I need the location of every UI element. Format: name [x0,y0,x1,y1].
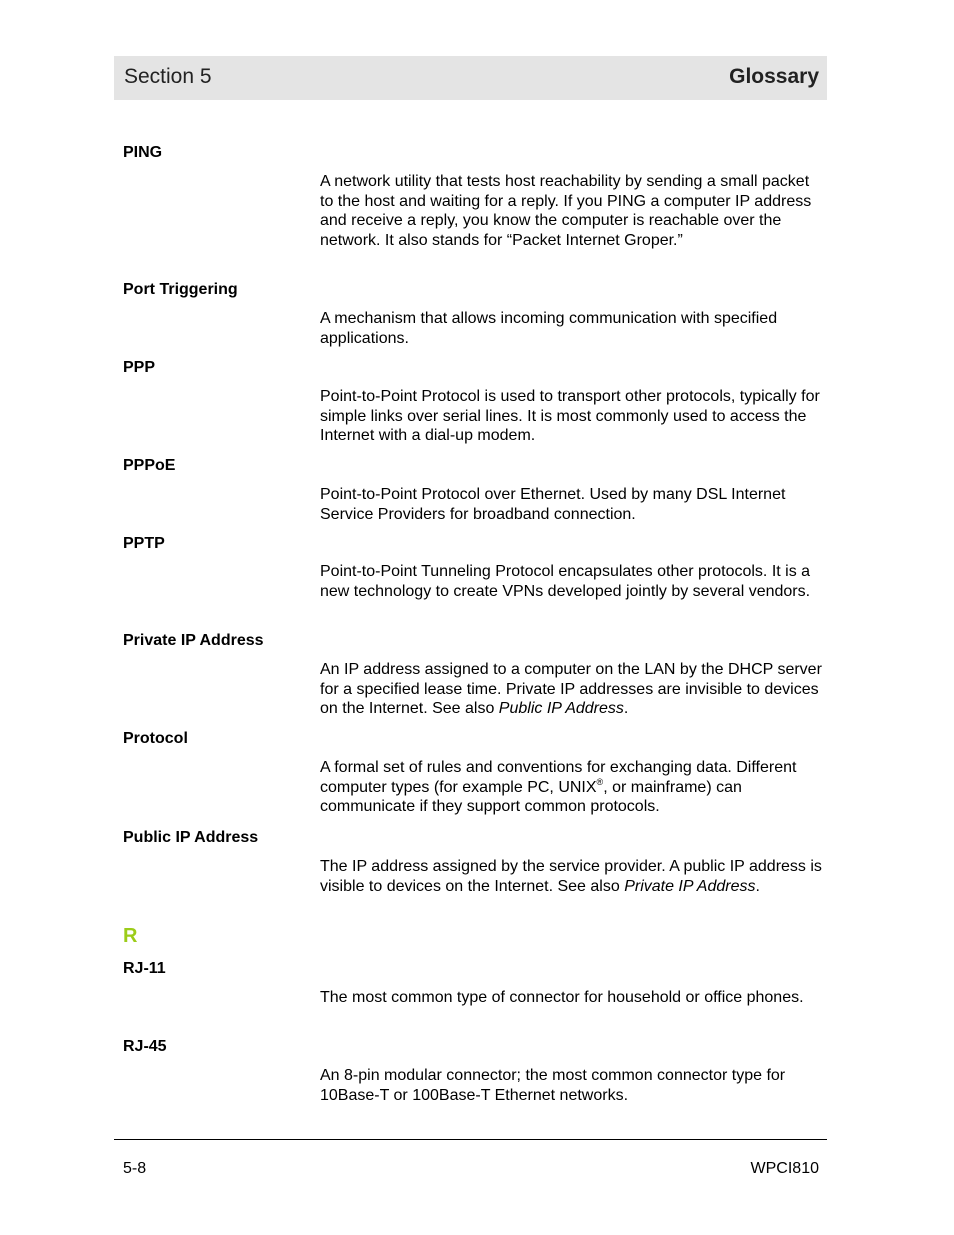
glossary-definition: An IP address assigned to a computer on the LAN by the DHCP server for a specified lease time. Private IP addresses are invisible to devices on the Internet. See also Public IP Address. [320,661,822,718]
product-model: WPCI810 [750,1160,819,1177]
registered-mark: ® [596,776,604,787]
glossary-definition: The most common type of connector for household or office phones. [320,989,804,1006]
glossary-term: RJ-45 [123,1038,167,1055]
glossary-definition: An 8-pin modular connector; the most common connector type for 10Base-T or 100Base-T Ethernet networks. [320,1067,786,1104]
chapter-title: Glossary [729,65,819,88]
page-number: 5-8 [123,1160,147,1177]
section-label: Section 5 [124,65,212,88]
section-letter: R [123,925,138,947]
glossary-term: PING [123,144,163,161]
glossary-definition: A mechanism that allows incoming communication with specified applications. [320,310,778,347]
glossary-term: PPPoE [123,457,176,474]
cross-reference: Public IP Address [498,700,624,718]
glossary-term: RJ-11 [123,960,166,977]
page-header [114,56,827,100]
glossary-term: Port Triggering [123,281,238,298]
glossary-definition: A formal set of rules and conventions for exchanging data. Different computer types (for example PC, UNIX®, or mainframe) can communicate if they support common protocols. [320,759,797,816]
cross-reference: Private IP Address [624,877,756,895]
glossary-definition: Point-to-Point Protocol over Ethernet. Used by many DSL Internet Service Providers for broadband connection. [320,486,786,523]
glossary-definition: Point-to-Point Tunneling Protocol encapsulates other protocols. It is a new technology to create VPNs developed jointly by several vendors. [320,563,811,600]
footer-divider [114,1139,827,1140]
glossary-term: Public IP Address [123,829,259,846]
glossary-definition: The IP address assigned by the service provider. A public IP address is visible to devices on the Internet. See also Private IP Address. [320,858,822,895]
glossary-term: PPTP [123,535,165,552]
glossary-term: PPP [123,359,156,376]
glossary-term: Private IP Address [123,632,264,649]
glossary-definition: Point-to-Point Protocol is used to transport other protocols, typically for simple links over serial lines. It is most commonly used to access the Internet with a dial-up modem. [320,388,820,445]
glossary-definition: A network utility that tests host reachability by sending a small packet to the host and waiting for a reply. If you PING a computer IP address and receive a reply, you know the computer is reachable over the network. It also stands for “Packet Internet Groper.” [320,173,812,250]
glossary-term: Protocol [123,730,188,747]
